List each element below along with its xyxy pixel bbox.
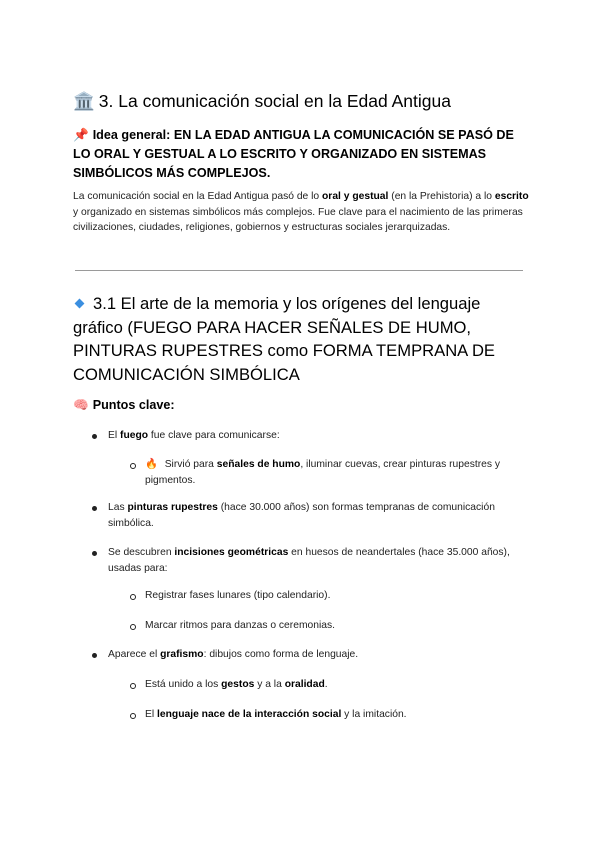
- list-bold: gestos: [221, 679, 255, 690]
- list-text: : dibujos como forma de lenguaje.: [203, 649, 359, 660]
- classical-building-icon: 🏛️: [73, 91, 95, 111]
- hollow-bullet-icon: [130, 624, 136, 630]
- intro-text: La comunicación social en la Edad Antigua pasó de lo: [73, 191, 323, 202]
- intro-text: y organizado en sistemas simbólicos más complejos. Fue clave para el nacimiento de las primeras civilizaciones, ciudades, religiones, gobiernos y estructuras sociales jerarquizadas.: [73, 206, 523, 233]
- brain-icon: 🧠: [73, 398, 89, 412]
- list-text: Las: [108, 502, 128, 513]
- bullet-icon: [92, 653, 97, 658]
- list-text: El: [108, 430, 121, 441]
- list-bold: señales de humo: [216, 459, 301, 470]
- blue-diamond-icon: [75, 299, 85, 309]
- list-text: .: [324, 679, 328, 690]
- fire-icon: 🔥: [145, 459, 158, 470]
- section-title-text: 3. La comunicación social en la Edad Antigua: [98, 91, 451, 111]
- list-text: y a la: [254, 679, 285, 690]
- list-item: [108, 647, 528, 663]
- hollow-bullet-icon: [130, 594, 136, 600]
- list-bold: grafismo: [160, 649, 204, 660]
- list-bold: pinturas rupestres: [127, 502, 218, 513]
- list-text: Se descubren: [108, 547, 175, 558]
- list-text: Está unido a los: [145, 679, 222, 690]
- list-bold: incisiones geométricas: [174, 547, 289, 558]
- list-text: en huesos de neandertales (hace 35.000 años), usadas para:: [108, 547, 510, 574]
- list-bold: oralidad: [284, 679, 325, 690]
- hollow-bullet-icon: [130, 463, 136, 469]
- idea-general-text: Idea general: EN LA EDAD ANTIGUA LA COMUNICACIÓN SE PASÓ DE LO ORAL Y GESTUAL A LO ESCRITO Y ORGANIZADO EN SISTEMAS SIMBÓLICOS MÁS COMPLEJOS.: [73, 128, 514, 180]
- sub-list-item: [145, 707, 535, 723]
- intro-text: (en la Prehistoria) a lo: [388, 191, 495, 202]
- sub-list-item: Marcar ritmos para danzas o ceremonias.: [145, 620, 335, 631]
- list-text: y la imitación.: [341, 709, 407, 720]
- hollow-bullet-icon: [130, 683, 136, 689]
- intro-bold: oral y gestual: [322, 191, 389, 202]
- sub-list-item: [145, 677, 535, 693]
- bullet-icon: [92, 434, 97, 439]
- horizontal-divider: [75, 270, 523, 271]
- sub-list-item: [145, 457, 535, 488]
- list-item: [108, 428, 528, 444]
- list-text: , iluminar cuevas, crear pinturas rupestres y pigmentos.: [145, 459, 501, 486]
- bullet-icon: [92, 506, 97, 511]
- sub-list-item: Registrar fases lunares (tipo calendario).: [145, 590, 331, 601]
- intro-bold: escrito: [494, 191, 529, 202]
- idea-general: [73, 126, 533, 183]
- subsection-title-text: 3.1 El arte de la memoria y los orígenes del lenguaje gráfico (FUEGO PARA HACER SEÑALES DE HUMO, PINTURAS RUPESTRES como FORMA TEMPRANA DE COMUNICACIÓN SIMBÓLICA: [73, 294, 495, 384]
- list-bold: lenguaje nace de la interacción social: [157, 709, 342, 720]
- puntos-clave-label: Puntos clave:: [92, 398, 175, 412]
- intro-paragraph: [73, 189, 533, 236]
- bullet-icon: [92, 551, 97, 556]
- list-text: (hace 30.000 años) son formas tempranas de comunicación simbólica.: [108, 502, 495, 529]
- list-bold: fuego: [120, 430, 149, 441]
- puntos-clave-heading: [73, 398, 175, 413]
- list-text: El: [145, 709, 158, 720]
- list-text: fue clave para comunicarse:: [148, 430, 280, 441]
- section-title: [73, 89, 533, 113]
- subsection-title: [73, 292, 533, 386]
- list-item: [108, 500, 528, 531]
- hollow-bullet-icon: [130, 713, 136, 719]
- list-item: [108, 545, 528, 576]
- list-text: Sirvió para: [161, 459, 217, 470]
- list-text: Aparece el: [108, 649, 161, 660]
- pushpin-icon: 📌: [73, 128, 89, 142]
